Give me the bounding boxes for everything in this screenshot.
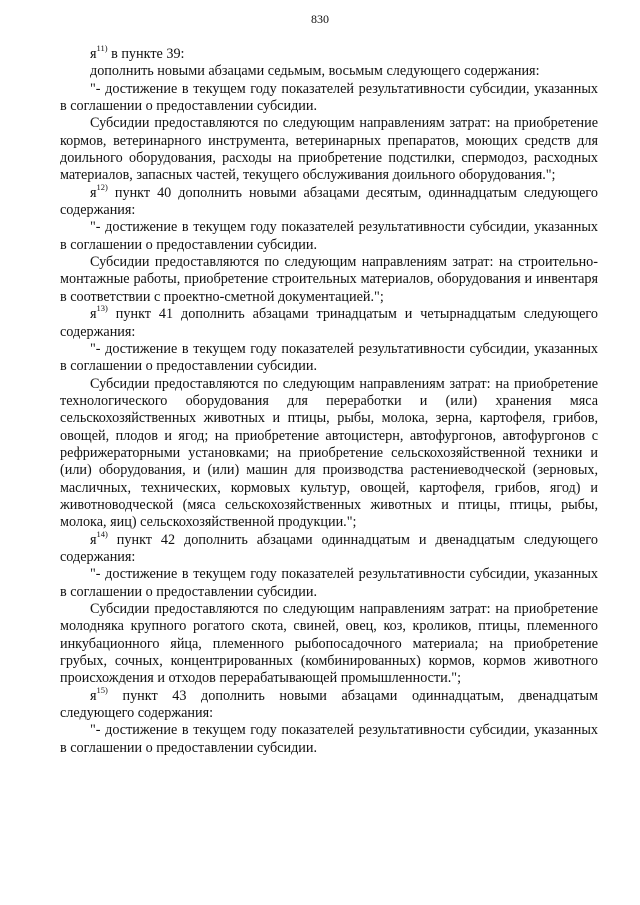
amendment-item-12 [60,182,598,220]
paragraph: Субсидии предоставляются по следующим направлениям затрат: на приобретение кормов, ветеринарного инструмента, ветеринарных препаратов, моющих средств для доильного оборудования, расходы на приобретение подстилки, спермодоз, расходных материалов, запасных частей, текущего обслуживания доильного оборудования."; [60,115,598,184]
item-number: 11) [96,43,108,54]
paragraph: дополнить новыми абзацами седьмым, восьмым следующего содержания: [90,63,540,80]
item-letter: я [90,306,97,323]
paragraph: "- достижение в текущем году показателей результативности субсидии, указанных в соглашении о предоставлении субсидии. [60,80,598,115]
paragraph: "- достижение в текущем году показателей результативности субсидии, указанных в соглашении о предоставлении субсидии. [60,219,598,253]
paragraph: Субсидии предоставляются по следующим направлениям затрат: на строительно-монтажные работы, приобретение строительных материалов, оборудования и инвентаря в соответствии с проектно-сметной документацией."; [60,254,598,305]
item-text: в пункте 39: [107,46,185,62]
item-text: пункт 41 дополнить абзацами тринадцатым и четырнадцатым следующего содержания: [60,306,598,340]
document-body [60,43,598,757]
amendment-item-13 [60,303,598,341]
amendment-item-15 [60,684,598,723]
paragraph: "- достижение в текущем году показателей результативности субсидии, указанных в соглашении о предоставлении субсидии. [60,722,598,756]
item-text: пункт 40 дополнить новыми абзацами десятым, одиннадцатым следующего содержания: [60,184,598,219]
item-number: 14) [96,528,108,539]
paragraph: Субсидии предоставляются по следующим направлениям затрат: на приобретение молодняка крупного рогатого скота, свиней, овец, коз, кроликов, птицы, племенного инкубационного яйца, племенного рыбопосадочного материала; на приобретение грубых, сочных, концентрированных (комбинированных) кормов, кормов животного происхождения и отходов перерабатывающей промышленности."; [60,601,598,687]
item-number: 13) [96,303,108,314]
paragraph: "- достижение в текущем году показателей результативности субсидии, указанных в соглашении о предоставлении субсидии. [60,566,598,600]
item-text: пункт 42 дополнить абзацами одиннадцатым и двенадцатым следующего содержания: [60,531,598,565]
amendment-item-14 [60,528,598,567]
item-letter: я [90,531,97,548]
item-letter: я [90,184,97,201]
amendment-item-11 [60,43,598,63]
item-number: 15) [96,684,108,695]
item-number: 12) [96,182,108,193]
paragraph: "- достижение в текущем году показателей результативности субсидии, указанных в соглашении о предоставлении субсидии. [60,340,598,375]
item-text: пункт 43 дополнить новыми абзацами одиннадцатым, двенадцатым следующего содержания: [60,687,598,722]
item-letter: я [90,687,97,704]
page-number: 830 [311,12,329,26]
item-letter: я [90,46,97,62]
paragraph: Субсидии предоставляются по следующим направлениям затрат: на приобретение технологического оборудования для переработки и (или) хранения мяса сельскохозяйственных животных и птицы, рыбы, молока, зерна, картофеля, грибов, овощей, плодов и ягод; на приобретение автоцистерн, автофургонов, автофургонов с рефрижераторными установками; на приобретение сельскохозяйственной техники и (или) оборудования, и (или) машин для производства растениеводческой (зерновых, масличных, технических, кормовых культур, овощей, картофеля, грибов, ягод) и животноводческой (мяса сельскохозяйственных животных и птицы, птицы, рыбы, молока, яиц) сельскохозяйственной продукции."; [60,375,598,531]
